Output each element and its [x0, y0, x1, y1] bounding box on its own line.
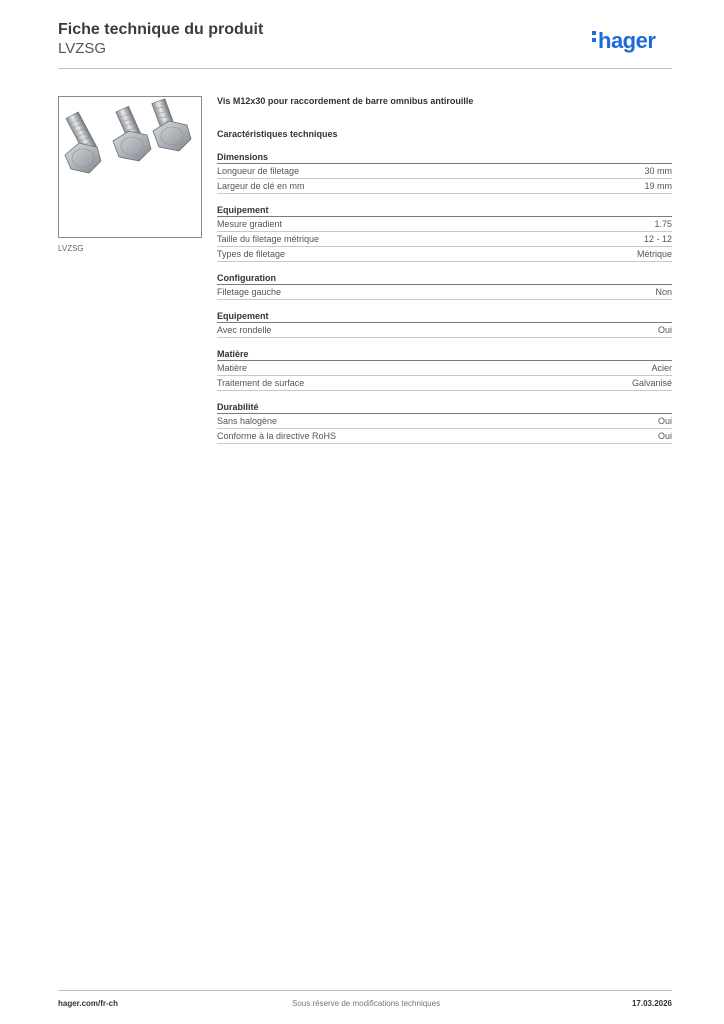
section-title: Matière [217, 347, 672, 361]
spec-label: Longueur de filetage [217, 166, 300, 176]
logo-colon-icon [592, 31, 596, 45]
spec-value: Métrique [636, 249, 672, 259]
tech-specs-title: Caractéristiques techniques [217, 129, 338, 139]
section-equipement [217, 203, 672, 262]
spec-value: Oui [657, 416, 672, 426]
section-durabilite [217, 400, 672, 444]
spec-value: Oui [657, 431, 672, 441]
section-configuration [217, 271, 672, 300]
spec-value: 1.75 [654, 219, 672, 229]
spec-label: Avec rondelle [217, 325, 272, 335]
spec-row [217, 217, 672, 232]
section-title: Equipement [217, 203, 672, 217]
spec-value: Acier [651, 363, 672, 373]
spec-label: Matière [217, 363, 248, 373]
spec-label: Taille du filetage métrique [217, 234, 320, 244]
spec-row [217, 361, 672, 376]
section-equipement-2 [217, 309, 672, 338]
section-title: Dimensions [217, 150, 672, 164]
image-caption: LVZSG [58, 244, 84, 253]
section-matiere [217, 347, 672, 391]
logo-text: hager [598, 28, 656, 53]
spec-label: Sans halogène [217, 416, 278, 426]
spec-value: Non [655, 287, 672, 297]
header-divider [58, 68, 672, 69]
spec-label: Filetage gauche [217, 287, 282, 297]
spec-row [217, 179, 672, 194]
page-title: Fiche technique du produit [58, 21, 264, 38]
spec-row [217, 247, 672, 262]
screw-bolts-icon [59, 97, 201, 237]
spec-row [217, 285, 672, 300]
section-title: Configuration [217, 271, 672, 285]
spec-row [217, 164, 672, 179]
spec-label: Mesure gradient [217, 219, 283, 229]
spec-value: Oui [657, 325, 672, 335]
footer-date: 17.03.2026 [631, 999, 672, 1008]
spec-panel [217, 96, 672, 444]
spec-row [217, 232, 672, 247]
product-image [58, 96, 202, 238]
spec-row [217, 376, 672, 391]
section-title: Durabilité [217, 400, 672, 414]
hager-logo [592, 28, 655, 54]
section-dimensions [217, 150, 672, 194]
spec-value: Galvanisé [631, 378, 672, 388]
spec-row [217, 323, 672, 338]
product-code: LVZSG [58, 40, 107, 57]
spec-row [217, 414, 672, 429]
spec-value: 19 mm [644, 181, 672, 191]
spec-label: Traitement de surface [217, 378, 305, 388]
product-description: Vis M12x30 pour raccordement de barre omnibus antirouille [217, 96, 474, 106]
footer-website-link[interactable]: hager.com/fr-ch [58, 999, 119, 1008]
footer-divider [58, 990, 672, 991]
spec-label: Types de filetage [217, 249, 286, 259]
spec-label: Largeur de clé en mm [217, 181, 305, 191]
spec-label: Conforme à la directive RoHS [217, 431, 337, 441]
footer-disclaimer: Sous réserve de modifications techniques [292, 999, 441, 1008]
section-title: Equipement [217, 309, 672, 323]
spec-value: 30 mm [644, 166, 672, 176]
spec-row [217, 429, 672, 444]
spec-value: 12 - 12 [643, 234, 672, 244]
